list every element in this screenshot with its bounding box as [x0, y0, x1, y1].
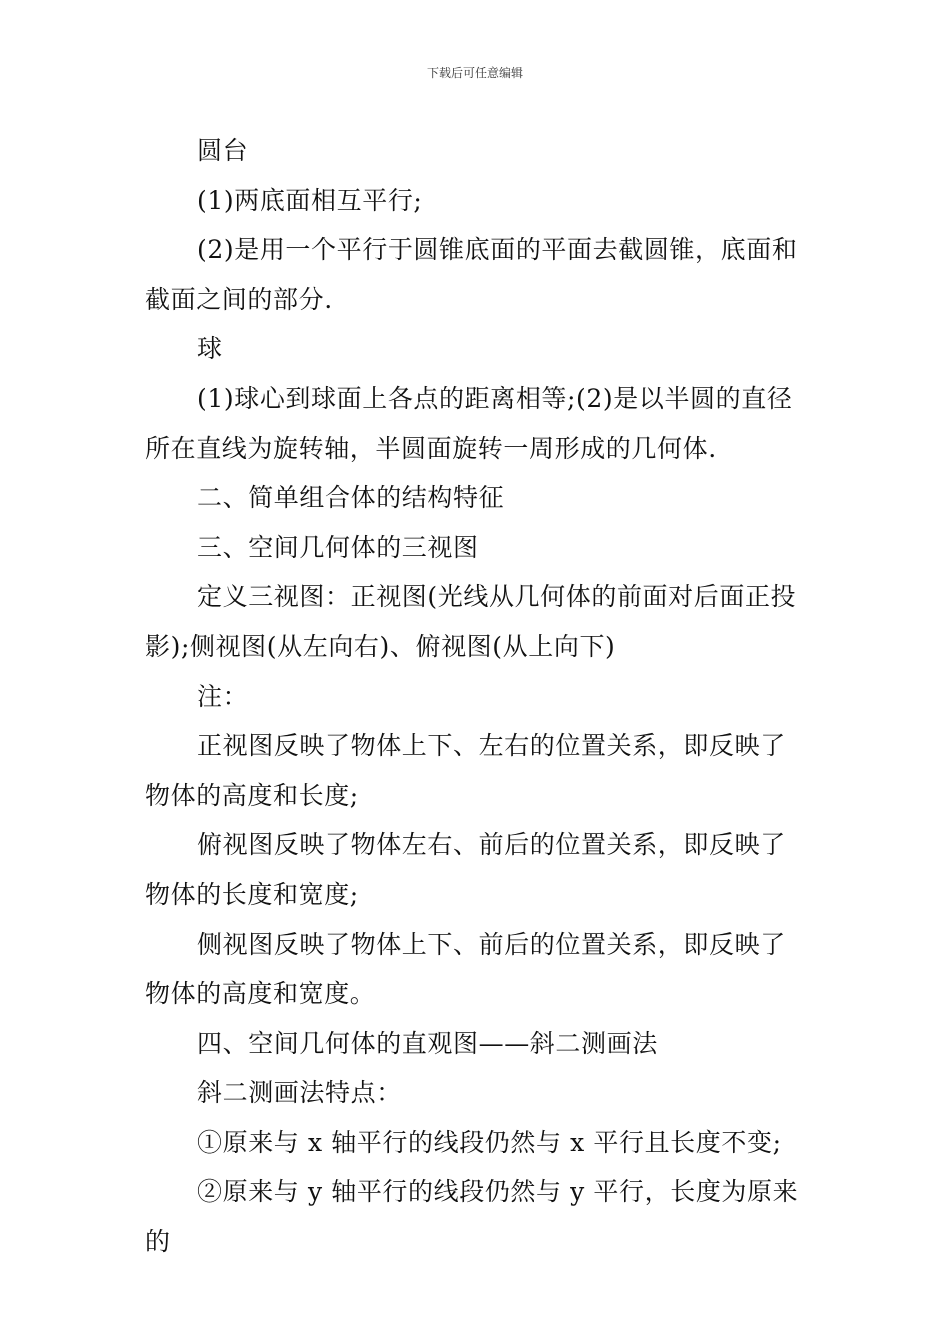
section-three-heading: 三、空间几何体的三视图 [197, 532, 479, 562]
heading-sphere: 球 [197, 334, 223, 364]
top-view-note: 俯视图反映了物体左右、前后的位置关系，即反映了物体的长度和宽度; [145, 830, 786, 909]
frustum-property-2: (2)是用一个平行于圆锥底面的平面去截圆锥，底面和截面之间的部分. [145, 235, 798, 314]
section-two-heading: 二、简单组合体的结构特征 [197, 483, 505, 513]
three-views-definition: 定义三视图：正视图(光线从几何体的前面对后面正投影);侧视图(从左向右)、俯视图(从上向下) [145, 582, 797, 661]
oblique-rule-2: ②原来与 y 轴平行的线段仍然与 y 平行，长度为原来的 [145, 1177, 799, 1257]
heading-frustum: 圆台 [197, 136, 249, 165]
page-header: 下载后可任意编辑 [426, 66, 523, 80]
section-four-heading: 四、空间几何体的直观图——斜二测画法 [197, 1028, 658, 1058]
sphere-properties: (1)球心到球面上各点的距离相等;(2)是以半圆的直径所在直线为旋转轴，半圆面旋转一周形成的几何体. [145, 383, 793, 463]
note-label: 注： [197, 681, 249, 711]
document-body [145, 126, 810, 1267]
frustum-property-1: (1)两底面相互平行; [197, 185, 423, 215]
oblique-method-heading: 斜二测画法特点： [197, 1078, 402, 1108]
front-view-note: 正视图反映了物体上下、左右的位置关系，即反映了物体的高度和长度; [145, 731, 786, 810]
side-view-note: 侧视图反映了物体上下、前后的位置关系，即反映了物体的高度和宽度。 [145, 929, 786, 1009]
oblique-rule-1: ①原来与 x 轴平行的线段仍然与 x 平行且长度不变; [197, 1127, 782, 1157]
